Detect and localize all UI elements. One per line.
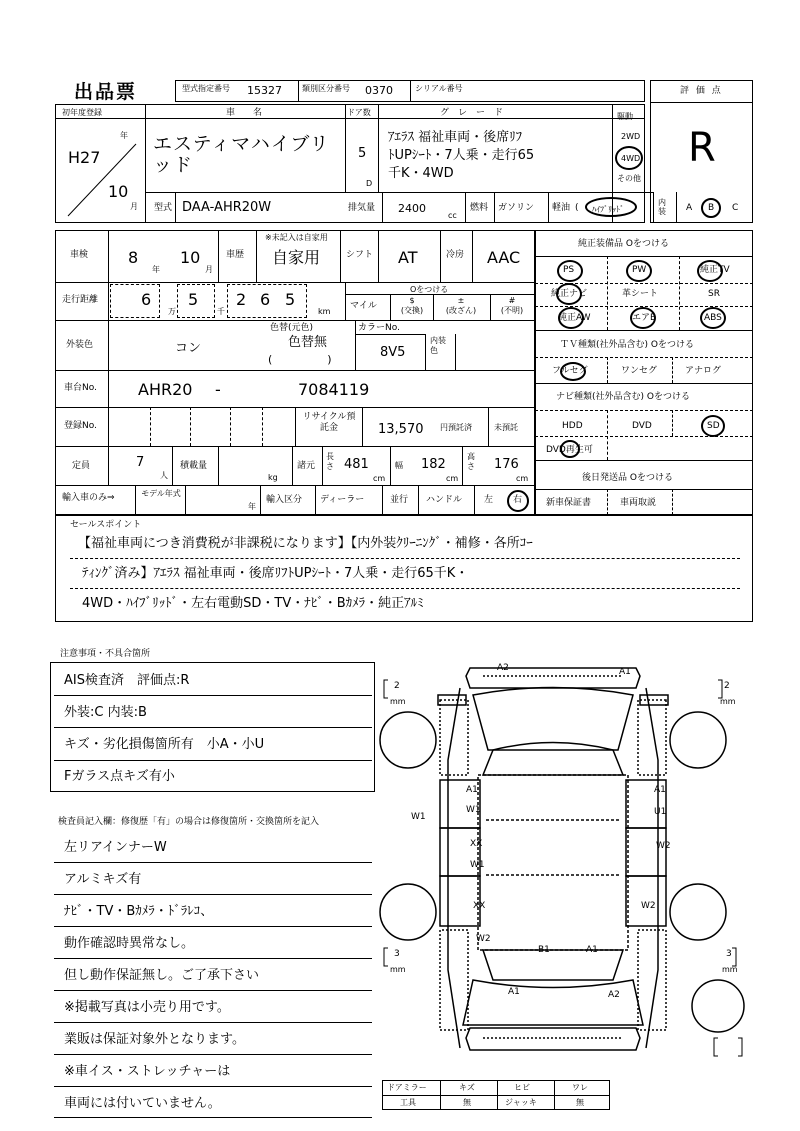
model-code-value: 15327 [247,84,282,97]
length-unit: cm [373,474,386,483]
mark-top-a2: A2 [497,663,509,673]
hood [473,688,633,751]
inspector-line-7: 業販は保証対象外となります。 [64,1032,245,1047]
interior-c: C [732,203,739,213]
fuel-hybrid: ﾊｲﾌﾞﾘｯﾄﾞ [592,205,624,214]
mileage-circle-note: Oをつける [410,285,449,294]
body-left-outline [448,688,460,1048]
height-value: 176 [494,457,519,472]
drive-4wd: 4WD [621,154,641,163]
sales-point-line-3: 4WD・ﾊｲﾌﾞﾘｯﾄﾞ・左右電動SD・TV・ﾅﾋﾞ・Bｶﾒﾗ・純正ｱﾙﾐ [82,596,424,611]
history-value: 自家用 [272,248,321,267]
import-label: 輸入車のみ⇒ [62,493,115,503]
type-label: 型式 [154,203,173,213]
mileage-digit-3: 2 [236,290,247,309]
mark-rear-right-w2: W2 [641,901,656,911]
tools-value-tools: 工具 [400,1098,416,1107]
ac-value: AAC [487,248,521,267]
rear-window [483,950,623,980]
grade-label: グ レ ー ド [440,108,504,118]
dims-label: 諸元 [297,461,316,471]
later-warranty: 新車保証書 [546,498,592,508]
class-code-value: 0370 [365,84,393,97]
tire-rl-label: 3 [394,949,400,959]
history-label: 車歴 [226,250,245,260]
month-unit: 月 [130,202,138,211]
ac-label: 冷房 [446,250,465,260]
fuel-gasoline: ガソリン [498,203,535,213]
tv-analog: アナログ [685,366,722,376]
shift-value: AT [398,248,418,267]
mark-rear-left-w2: W2 [476,934,491,944]
tv-fullseg: フルセグ [552,366,588,376]
color-no-label: カラーNo. [358,323,400,333]
inspector-label: 検査員記入欄：修復歴「有」の場合は修復箇所・交換箇所を記入 [58,817,320,827]
notes-line-4: Fガラス点キズ有小 [64,769,175,784]
wheel-rear-right [670,884,726,940]
tools-header-scratch: キズ [459,1083,475,1092]
first-reg-label: 初年度登録 [62,108,102,117]
first-reg-year: H27 [68,148,101,167]
tools-value-jack: ジャッキ [505,1098,537,1107]
drive-label: 駆動 [617,112,633,121]
type-value: DAA-AHR20W [182,200,272,215]
mileage-unit-man: 万 [168,307,176,316]
color-change-paren: ( ) [268,353,332,366]
handle-right: 右 [513,495,523,505]
inspection-month-unit: 月 [205,265,213,274]
tire-rr-label: 3 [726,949,732,959]
fuel-paren: ( [575,203,579,213]
drive-other: その他 [617,174,641,183]
tire-fl-unit: mm [390,697,406,706]
mileage-digit-4: 6 [260,290,271,309]
width-value: 182 [421,457,446,472]
nav-hdd: HDD [562,421,583,431]
chassis-dash: - [215,380,221,399]
mark-rear-a1: A1 [586,945,598,955]
mark-right-a1: A1 [654,785,666,795]
color-change-label: 色替(元色) [270,323,314,333]
wheel-front-right [670,712,726,768]
tools-value-break: 無 [576,1098,584,1107]
mark-left-w1: W1 [466,805,481,815]
mark-right-u1: U1 [654,807,667,817]
nav-title: ナビ種類(社外品含む) Oをつける [556,392,690,402]
mark-right-w2: W2 [656,841,671,851]
inspection-label: 車検 [70,250,89,260]
tv-fullseg-circle-icon [560,362,586,381]
grade-line-3: 千K・4WD [388,166,454,181]
wheel-spare [692,980,744,1032]
interior-label: 内装 [658,198,666,216]
later-manual: 車両取説 [620,498,657,508]
width-unit: cm [446,474,459,483]
mileage-label: 走行距離 [62,295,99,305]
tire-rl-unit: mm [390,965,406,974]
inspector-line-1: 左リアインナーW [64,840,167,855]
score-value: R [688,125,716,171]
handle-label: ハンドル [426,495,463,505]
wheel-front-left [380,712,436,768]
sales-point-line-1: 【福祉車両につき消費税が非課税になります】【内外装ｸﾘｰﾆﾝｸﾞ・補修・各所ｺｰ [78,536,533,551]
reg-no-label: 登録No. [64,421,97,431]
fuel-diesel: 軽油 [552,203,571,213]
import-dealer: ディーラー [320,495,365,505]
serial-label: シリアル番号 [415,84,463,93]
inspection-year-unit: 年 [152,265,160,274]
mileage-type-exchange: $ (交換) [400,296,424,315]
inspector-line-9: 車両には付いていません。 [64,1096,221,1111]
mark-rear-left-xx: XX [473,901,486,911]
chassis-label: 車台No. [64,383,97,393]
windshield [483,743,623,776]
mark-rear-b1: B1 [538,945,550,955]
load-label: 積載量 [180,461,208,471]
chassis-number: 7084119 [298,380,370,399]
tv-title: ＴＶ種類(社外品含む) Oをつける [560,340,694,350]
load-unit: kg [268,473,278,482]
nav-dvd: DVD [632,421,652,431]
tire-rr-unit: mm [722,965,738,974]
mileage-digit-1: 6 [141,290,152,309]
inspector-line-2: アルミキズ有 [64,872,142,887]
length-label: 長さ [326,452,334,471]
equipment-title: 純正装備品 Oをつける [578,239,669,249]
color-no-value: 8V5 [380,345,406,360]
fuel-label: 燃料 [470,203,489,213]
tools-header-break: ワレ [572,1083,588,1092]
wheel-rear-left [380,884,436,940]
tools-value-scratch: 無 [463,1098,471,1107]
sales-point-label: セールスポイント [70,520,142,530]
ext-color-label: 外装色 [66,340,94,350]
mileage-digit-2: 5 [188,290,199,309]
inspector-line-8: ※車イス・ストレッチャーは [64,1064,231,1079]
mark-left-a1: A1 [466,785,478,795]
handle-right-circle-icon [507,490,529,512]
trunk [463,980,643,1025]
handle-left: 左 [484,495,494,505]
inspector-line-6: ※掲載写真は小売り用です。 [64,1000,230,1015]
int-color-label: 内装色 [430,336,446,355]
nav-sd: SD [707,421,720,431]
grade-line-1: ｱｴﾗｽ 福祉車両・後席ﾘﾌ [388,130,523,145]
interior-b-circle-icon [701,198,721,218]
sales-point-line-2: ﾃｨﾝｸﾞ済み】ｱｴﾗｽ 福祉車両・後席ﾘﾌﾄUPｼｰﾄ・7人乗・走行65千K・ [82,566,469,581]
equip-tv-circle-icon [697,260,723,282]
tools-header-mirror: ドアミラー [387,1083,427,1092]
car-name-label: 車 名 [226,108,263,118]
model-year-label: モデル年式 [141,489,181,498]
mark-left-w1-b: W1 [470,860,485,870]
equip-ps-circle-icon [557,260,583,282]
mileage-type-mile: マイル [350,301,377,311]
equip-leather: 革シート [622,289,659,299]
inspection-month: 10 [180,248,201,267]
import-parallel: 並行 [390,495,409,505]
later-title: 後日発送品 Oをつける [582,473,673,483]
displacement-value: 2400 [398,202,426,215]
mileage-type-unknown: # (不明) [500,296,524,315]
doors-label: ドア数 [347,108,371,117]
tv-oneseg: ワンセグ [621,366,658,376]
body-right-outline [646,688,658,1048]
ext-color-value: コン [175,341,202,356]
inspector-line-4: 動作確認時異常なし。 [64,936,195,951]
tire-fr-label: 2 [724,681,730,691]
front-bumper [466,668,640,688]
grade-line-2: ﾄUPｼｰﾄ・7人乗・走行65 [388,148,535,163]
capacity-unit: 人 [160,471,168,480]
mileage-digit-5: 5 [285,290,296,309]
mark-top-a1: A1 [619,667,631,677]
drive-2wd: 2WD [621,132,641,141]
interior-a: A [686,203,693,213]
doors-value: 5 [358,146,367,161]
mark-left-xx: XX [470,839,483,849]
height-label: 高さ [467,452,475,471]
mark-bottom-a2: A2 [608,990,620,1000]
model-code-label: 型式指定番号 [182,84,230,93]
mark-side-w1: W1 [411,812,426,822]
nav-dvd-play: DVD再生可 [546,445,593,455]
equip-tv: 純正TV [700,265,730,275]
notes-label: 注意事項・不具合箇所 [60,649,151,659]
fuel-hybrid-circle-icon [585,197,637,217]
width-label: 幅 [395,461,403,470]
notes-line-2: 外装:C 内装:B [64,705,147,720]
interior-b: B [708,203,715,213]
recycle-amount: 13,570 [378,422,424,437]
mileage-unit-sen: 千 [217,307,225,316]
equip-abs: ABS [704,313,722,323]
nav-sd-circle-icon [701,415,725,437]
recycle-paid: 円預託済 [440,423,472,432]
height-unit: cm [516,474,529,483]
inspector-line-3: ﾅﾋﾞ・TV・Bｶﾒﾗ・ﾄﾞﾗﾚｺ、 [64,904,214,919]
equip-navi-circle-icon [556,283,582,305]
tire-fl-label: 2 [394,681,400,691]
inspection-year: 8 [128,248,139,267]
tire-fr-unit: mm [720,697,736,706]
mark-bottom-a1: A1 [508,987,520,997]
mileage-unit-km: km [318,307,331,316]
doors-suffix: D [366,179,373,188]
length-value: 481 [344,457,369,472]
equip-pw: PW [632,265,647,275]
car-diagram [378,640,758,1080]
rear-bumper [466,1028,640,1050]
roof [478,775,628,950]
history-note: ※未記入は自家用 [265,233,328,242]
door-rear-right [626,828,666,876]
recycle-label: リサイクル預託金 [302,412,356,433]
mileage-type-tamper: ± (改ざん) [445,296,477,315]
equip-airbag-circle-icon [630,307,656,329]
equip-sr: SR [708,289,720,299]
equip-abs-circle-icon [700,307,726,329]
score-label: 評 価 点 [680,86,723,96]
shift-label: シフト [346,250,374,260]
notes-line-3: キズ・劣化損傷箇所有 小A・小U [64,737,265,752]
color-change-value: 色替無 [288,335,328,350]
equip-aw-circle-icon [558,307,584,329]
chassis-model: AHR20 [138,380,193,399]
first-reg-month: 10 [108,182,129,201]
drive-4wd-circle-icon [615,146,643,170]
year-unit: 年 [120,131,128,140]
nav-dvd-play-circle-icon [560,440,580,458]
details-box [55,230,535,515]
model-year-unit: 年 [248,502,256,511]
tools-header-crack: ヒビ [514,1083,530,1092]
form-title: 出品票 [74,81,138,103]
recycle-unpaid: 未預託 [494,423,518,432]
capacity-label: 定員 [72,461,91,471]
car-name: エスティマハイブリッド [153,133,330,176]
import-type-label: 輸入区分 [266,495,303,505]
capacity-value: 7 [136,455,145,470]
class-code-label: 類別区分番号 [302,84,350,93]
displacement-unit: cc [448,211,457,220]
equip-aw: 純正AW [558,313,591,323]
notes-line-1: AIS検査済 評価点:R [64,673,190,688]
equip-navi: 純正ナビ [551,289,588,299]
equip-ps: PS [563,265,575,275]
inspector-line-5: 但し動作保証無し。ご了承下さい [64,968,260,983]
displacement-label: 排気量 [348,203,376,213]
equip-airbag: エアB [632,313,657,323]
equip-pw-circle-icon [626,260,652,282]
